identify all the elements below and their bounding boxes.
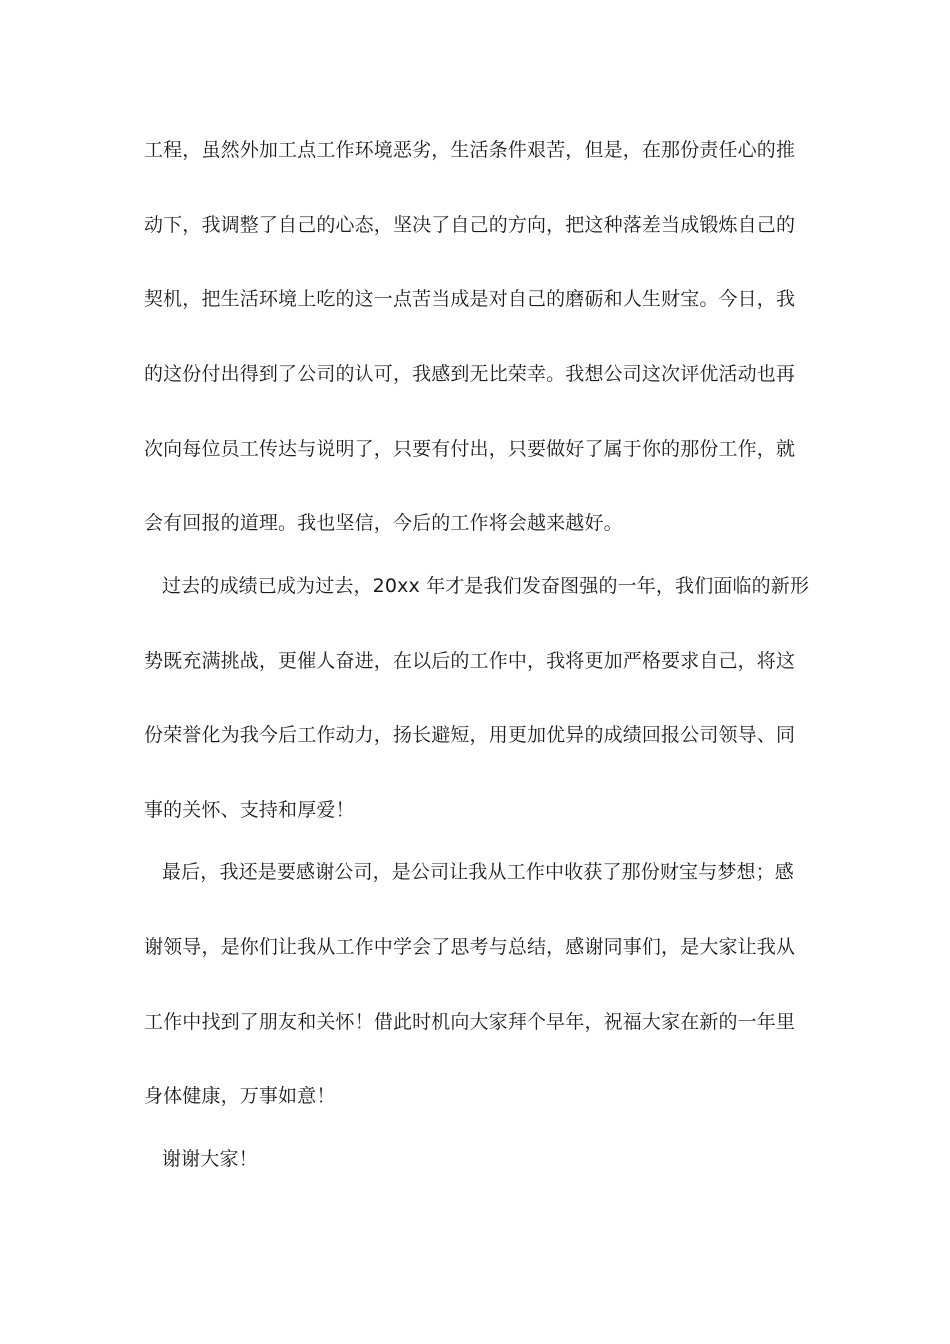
paragraph-line: 次向每位员工传达与说明了，只要有付出，只要做好了属于你的那份工作，就 [144,438,796,460]
paragraph-line: 谢领导，是你们让我从工作中学会了思考与总结，感谢同事们，是大家让我从 [144,936,796,958]
paragraph-line: 工程，虽然外加工点工作环境恶劣，生活条件艰苦，但是，在那份责任心的推 [144,139,796,161]
paragraph-line: 最后，我还是要感谢公司，是公司让我从工作中收获了那份财宝与梦想；感 [162,861,794,883]
paragraph-line: 会有回报的道理。我也坚信，今后的工作将会越来越好。 [144,512,623,534]
paragraph-line: 势既充满挑战，更催人奋进，在以后的工作中，我将更加严格要求自己，将这 [144,650,796,672]
paragraph-line: 过去的成绩已成为过去，20xx 年才是我们发奋图强的一年，我们面临的新形 [162,575,810,597]
paragraph-line: 身体健康，万事如意！ [144,1085,336,1107]
paragraph-line: 工作中找到了朋友和关怀！借此时机向大家拜个早年，祝福大家在新的一年里 [144,1011,796,1033]
paragraph-line: 事的关怀、支持和厚爱！ [144,799,355,821]
paragraph-line: 的这份付出得到了公司的认可，我感到无比荣幸。我想公司这次评优活动也再 [144,363,796,385]
paragraph-line: 份荣誉化为我今后工作动力，扬长避短，用更加优异的成绩回报公司领导、同 [144,724,796,746]
paragraph-line: 动下，我调整了自己的心态，坚决了自己的方向，把这种落差当成锻炼自己的 [144,214,796,236]
paragraph-line: 契机，把生活环境上吃的这一点苦当成是对自己的磨砺和人生财宝。今日，我 [144,288,796,310]
paragraph-line: 谢谢大家！ [162,1148,258,1170]
